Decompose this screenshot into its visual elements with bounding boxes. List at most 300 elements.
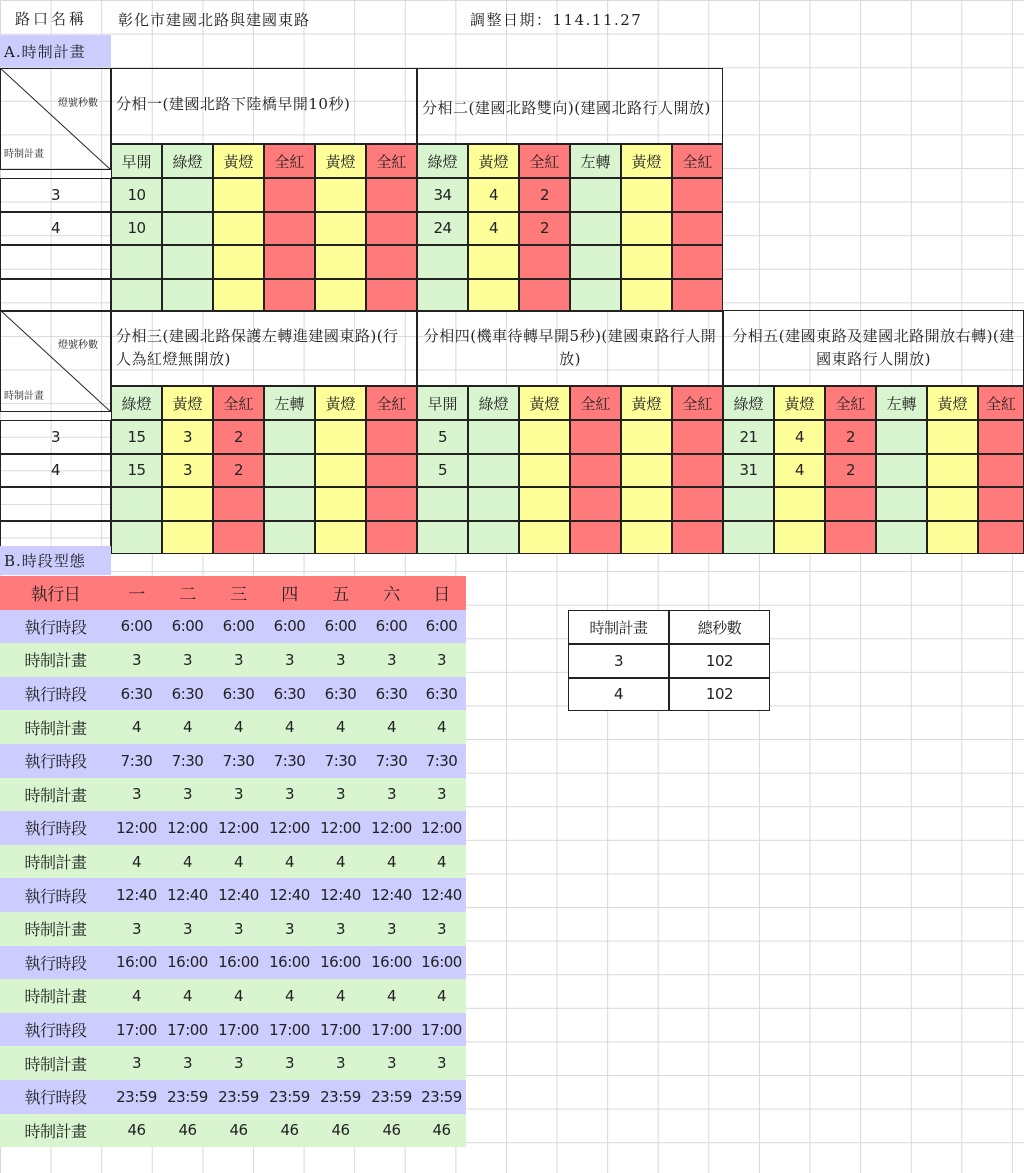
timing-value [723, 487, 774, 521]
timing-value [876, 521, 927, 555]
phase-col-header: 綠燈 [162, 144, 213, 178]
plan-number: 4 [0, 454, 111, 488]
timing-value [672, 454, 723, 488]
timing-value [264, 454, 315, 488]
schedule-value: 4 [417, 845, 466, 879]
schedule-value: 4 [213, 979, 264, 1013]
timing-value: 31 [723, 454, 774, 488]
timing-value: 21 [723, 420, 774, 454]
plan-number [0, 245, 111, 279]
timing-value: 2 [519, 212, 570, 246]
timing-value [570, 454, 621, 488]
plan-number [0, 487, 111, 521]
timing-value [621, 279, 672, 313]
schedule-value: 3 [213, 778, 264, 812]
schedule-value: 4 [366, 710, 417, 744]
schedule-value: 6:30 [111, 677, 162, 711]
schedule-value: 16:00 [417, 946, 466, 980]
schedule-value: 6:30 [162, 677, 213, 711]
summary-header: 時制計畫 [568, 610, 669, 644]
timing-value [927, 487, 978, 521]
schedule-value: 7:30 [366, 744, 417, 778]
timing-value [213, 487, 264, 521]
schedule-value: 6:00 [162, 610, 213, 644]
schedule-value: 16:00 [315, 946, 366, 980]
timing-value [570, 178, 621, 212]
phase-col-header: 黃燈 [213, 144, 264, 178]
schedule-value: 6:30 [264, 677, 315, 711]
schedule-value: 6:30 [315, 677, 366, 711]
phase-col-header: 左轉 [570, 144, 621, 178]
timing-value [162, 279, 213, 313]
timing-value: 4 [468, 212, 519, 246]
timing-value: 15 [111, 454, 162, 488]
schedule-row-label: 時制計畫 [0, 643, 111, 677]
schedule-value: 3 [162, 912, 213, 946]
timing-value [417, 279, 468, 313]
timing-value: 5 [417, 454, 468, 488]
phase-col-header: 全紅 [264, 144, 315, 178]
weekday-header: 一 [111, 576, 162, 610]
timing-value [978, 487, 1024, 521]
timing-value [366, 245, 417, 279]
schedule-value: 17:00 [213, 1013, 264, 1047]
timing-value: 2 [213, 420, 264, 454]
schedule-row-label: 時制計畫 [0, 710, 111, 744]
schedule-value: 3 [315, 778, 366, 812]
weekday-header: 三 [213, 576, 264, 610]
timing-value [570, 279, 621, 313]
schedule-value: 4 [264, 979, 315, 1013]
timing-value: 4 [468, 178, 519, 212]
timing-value [978, 454, 1024, 488]
timing-value [672, 420, 723, 454]
schedule-value: 12:00 [315, 811, 366, 845]
schedule-value: 3 [366, 643, 417, 677]
timing-value [621, 212, 672, 246]
timing-value [213, 521, 264, 555]
timing-value [315, 212, 366, 246]
schedule-value: 3 [162, 643, 213, 677]
timing-value [621, 487, 672, 521]
schedule-value: 4 [315, 845, 366, 879]
schedule-value: 3 [417, 912, 466, 946]
timing-value [519, 245, 570, 279]
schedule-value: 3 [417, 643, 466, 677]
schedule-row-label: 執行時段 [0, 946, 111, 980]
schedule-value: 3 [315, 643, 366, 677]
phase-col-header: 黃燈 [621, 386, 672, 420]
schedule-value: 3 [111, 912, 162, 946]
schedule-value: 7:30 [264, 744, 315, 778]
schedule-value: 46 [315, 1114, 366, 1148]
schedule-value: 12:40 [264, 878, 315, 912]
timing-value [162, 212, 213, 246]
phase-title-p1: 分相一(建國北路下陸橋早開10秒) [111, 68, 417, 144]
schedule-value: 6:00 [264, 610, 315, 644]
phase-col-header: 黃燈 [927, 386, 978, 420]
weekday-header: 日 [417, 576, 466, 610]
corner-top-label: 燈號秒數 [58, 340, 98, 351]
phase-col-header: 全紅 [825, 386, 876, 420]
schedule-value: 12:00 [111, 811, 162, 845]
schedule-value: 23:59 [213, 1080, 264, 1114]
schedule-value: 6:00 [213, 610, 264, 644]
schedule-value: 7:30 [213, 744, 264, 778]
schedule-value: 12:00 [162, 811, 213, 845]
timing-value [366, 487, 417, 521]
phase-col-header: 全紅 [672, 144, 723, 178]
timing-value: 4 [774, 420, 825, 454]
schedule-value: 6:30 [213, 677, 264, 711]
phase-col-header: 左轉 [264, 386, 315, 420]
timing-value: 2 [213, 454, 264, 488]
weekday-header: 四 [264, 576, 315, 610]
schedule-value: 23:59 [264, 1080, 315, 1114]
timing-value [621, 178, 672, 212]
timing-value [417, 521, 468, 555]
timing-value [315, 420, 366, 454]
timing-value [162, 521, 213, 555]
timing-value: 10 [111, 178, 162, 212]
schedule-value: 16:00 [366, 946, 417, 980]
plan-number: 3 [0, 420, 111, 454]
schedule-value: 23:59 [417, 1080, 466, 1114]
schedule-value: 4 [417, 979, 466, 1013]
schedule-row-label: 時制計畫 [0, 979, 111, 1013]
timing-value [927, 420, 978, 454]
schedule-value: 3 [315, 1046, 366, 1080]
timing-value [672, 245, 723, 279]
corner-top-label: 燈號秒數 [58, 98, 98, 109]
schedule-value: 12:40 [366, 878, 417, 912]
phase-title-p3: 分相三(建國北路保護左轉進建國東路)(行人為紅燈無開放) [111, 310, 417, 386]
schedule-row-label: 時制計畫 [0, 778, 111, 812]
schedule-row-label: 執行時段 [0, 811, 111, 845]
schedule-value: 46 [213, 1114, 264, 1148]
phase-col-header: 全紅 [978, 386, 1024, 420]
timing-value [162, 178, 213, 212]
timing-value [876, 420, 927, 454]
schedule-row-label: 時制計畫 [0, 1114, 111, 1148]
schedule-value: 4 [162, 710, 213, 744]
timing-value [876, 487, 927, 521]
schedule-value: 3 [213, 643, 264, 677]
timing-value [213, 245, 264, 279]
schedule-value: 12:40 [162, 878, 213, 912]
schedule-value: 17:00 [111, 1013, 162, 1047]
schedule-value: 6:00 [417, 610, 466, 644]
summary-value: 3 [568, 644, 669, 678]
phase-col-header: 左轉 [876, 386, 927, 420]
phase-col-header: 黃燈 [774, 386, 825, 420]
schedule-value: 4 [111, 979, 162, 1013]
timing-value [366, 420, 417, 454]
adjust-date: 調整日期：114.11.27 [470, 11, 643, 29]
schedule-value: 7:30 [315, 744, 366, 778]
intersection-name-label: 路口名稱 [14, 9, 87, 28]
plan-number [0, 279, 111, 313]
timing-value [366, 178, 417, 212]
timing-value: 2 [825, 420, 876, 454]
phase-col-header: 全紅 [213, 386, 264, 420]
schedule-row-label: 執行時段 [0, 744, 111, 778]
timing-value [570, 487, 621, 521]
timing-value [366, 521, 417, 555]
timing-value [315, 454, 366, 488]
timing-value [570, 521, 621, 555]
schedule-value: 23:59 [162, 1080, 213, 1114]
timing-value [876, 454, 927, 488]
timing-value [519, 420, 570, 454]
summary-value: 102 [669, 678, 770, 712]
schedule-value: 3 [366, 778, 417, 812]
schedule-value: 46 [366, 1114, 417, 1148]
schedule-value: 12:40 [213, 878, 264, 912]
schedule-value: 16:00 [264, 946, 315, 980]
plan-number: 3 [0, 178, 111, 212]
schedule-value: 7:30 [162, 744, 213, 778]
schedule-row-label: 時制計畫 [0, 845, 111, 879]
phase-title-p4: 分相四(機車待轉早開5秒)(建國東路行人開放) [417, 310, 723, 386]
weekday-header: 六 [366, 576, 417, 610]
schedule-row-label: 執行時段 [0, 610, 111, 644]
timing-value [774, 521, 825, 555]
phase-col-header: 全紅 [519, 144, 570, 178]
schedule-value: 46 [162, 1114, 213, 1148]
timing-value: 24 [417, 212, 468, 246]
summary-header: 總秒數 [669, 610, 770, 644]
phase-col-header: 全紅 [366, 386, 417, 420]
schedule-value: 23:59 [366, 1080, 417, 1114]
schedule-value: 17:00 [417, 1013, 466, 1047]
timing-value [366, 279, 417, 313]
schedule-value: 7:30 [417, 744, 466, 778]
timing-value [213, 279, 264, 313]
timing-value [264, 420, 315, 454]
timing-value [468, 245, 519, 279]
timing-value: 10 [111, 212, 162, 246]
schedule-row-label: 時制計畫 [0, 912, 111, 946]
timing-value [621, 521, 672, 555]
timing-value: 2 [825, 454, 876, 488]
schedule-value: 4 [315, 710, 366, 744]
schedule-header-label: 執行日 [0, 576, 111, 610]
timing-value [264, 521, 315, 555]
phase-col-header: 黃燈 [621, 144, 672, 178]
timing-value [519, 521, 570, 555]
schedule-value: 23:59 [111, 1080, 162, 1114]
timing-value: 3 [162, 420, 213, 454]
timing-value [672, 212, 723, 246]
timing-value [315, 279, 366, 313]
schedule-row-label: 執行時段 [0, 677, 111, 711]
schedule-value: 23:59 [315, 1080, 366, 1114]
summary-value: 102 [669, 644, 770, 678]
schedule-value: 46 [264, 1114, 315, 1148]
timing-value [366, 454, 417, 488]
schedule-value: 6:30 [417, 677, 466, 711]
schedule-value: 3 [264, 778, 315, 812]
timing-value [468, 487, 519, 521]
schedule-row-label: 時制計畫 [0, 1046, 111, 1080]
schedule-value: 4 [366, 845, 417, 879]
timing-value [570, 212, 621, 246]
section-a-title: A.時制計畫 [0, 35, 111, 67]
timing-value [468, 521, 519, 555]
timing-value [672, 487, 723, 521]
schedule-value: 46 [111, 1114, 162, 1148]
timing-value [519, 454, 570, 488]
schedule-value: 6:00 [111, 610, 162, 644]
schedule-value: 4 [366, 979, 417, 1013]
timing-value [213, 178, 264, 212]
schedule-value: 4 [162, 845, 213, 879]
timing-value: 3 [162, 454, 213, 488]
schedule-row-label: 執行時段 [0, 878, 111, 912]
weekday-header: 五 [315, 576, 366, 610]
corner-bottom-label: 時制計畫 [4, 149, 44, 160]
schedule-value: 12:00 [366, 811, 417, 845]
schedule-value: 4 [111, 710, 162, 744]
timing-value [570, 420, 621, 454]
schedule-value: 6:00 [366, 610, 417, 644]
schedule-value: 3 [366, 1046, 417, 1080]
timing-value [468, 420, 519, 454]
summary-value: 4 [568, 678, 669, 712]
phase-title-p2: 分相二(建國北路雙向)(建國北路行人開放) [417, 68, 723, 144]
schedule-value: 16:00 [162, 946, 213, 980]
schedule-value: 16:00 [111, 946, 162, 980]
timing-value [927, 454, 978, 488]
schedule-value: 17:00 [366, 1013, 417, 1047]
phase-col-header: 黃燈 [519, 386, 570, 420]
schedule-value: 4 [162, 979, 213, 1013]
schedule-value: 3 [111, 1046, 162, 1080]
schedule-value: 4 [315, 979, 366, 1013]
schedule-value: 12:00 [264, 811, 315, 845]
phase-col-header: 早開 [417, 386, 468, 420]
schedule-value: 3 [213, 1046, 264, 1080]
schedule-row-label: 執行時段 [0, 1013, 111, 1047]
timing-value [519, 279, 570, 313]
schedule-value: 16:00 [213, 946, 264, 980]
schedule-value: 4 [264, 710, 315, 744]
phase-col-header: 綠燈 [468, 386, 519, 420]
timing-value [621, 245, 672, 279]
schedule-value: 12:40 [315, 878, 366, 912]
schedule-value: 6:00 [315, 610, 366, 644]
timing-value [111, 521, 162, 555]
timing-value [162, 487, 213, 521]
timing-value [315, 178, 366, 212]
timing-value [111, 279, 162, 313]
schedule-value: 3 [315, 912, 366, 946]
phase-col-header: 綠燈 [723, 386, 774, 420]
schedule-value: 12:40 [417, 878, 466, 912]
timing-value [672, 178, 723, 212]
phase-col-header: 全紅 [672, 386, 723, 420]
schedule-value: 12:00 [213, 811, 264, 845]
phase-col-header: 黃燈 [315, 386, 366, 420]
schedule-value: 3 [264, 912, 315, 946]
schedule-value: 12:40 [111, 878, 162, 912]
schedule-value: 3 [213, 912, 264, 946]
timing-value: 2 [519, 178, 570, 212]
schedule-value: 3 [417, 1046, 466, 1080]
schedule-value: 3 [417, 778, 466, 812]
timing-value [264, 245, 315, 279]
schedule-value: 3 [162, 1046, 213, 1080]
timing-value [264, 178, 315, 212]
timing-value [774, 487, 825, 521]
schedule-value: 7:30 [111, 744, 162, 778]
schedule-value: 46 [417, 1114, 466, 1148]
timing-value [111, 487, 162, 521]
timing-value [417, 245, 468, 279]
timing-value [723, 521, 774, 555]
phase-col-header: 早開 [111, 144, 162, 178]
timing-value [927, 521, 978, 555]
phase-col-header: 全紅 [570, 386, 621, 420]
timing-value [621, 454, 672, 488]
timing-value [213, 212, 264, 246]
timing-value [570, 245, 621, 279]
plan-number: 4 [0, 212, 111, 246]
schedule-value: 3 [111, 643, 162, 677]
timing-value [672, 279, 723, 313]
schedule-value: 17:00 [264, 1013, 315, 1047]
timing-value [315, 487, 366, 521]
schedule-value: 12:00 [417, 811, 466, 845]
schedule-value: 4 [264, 845, 315, 879]
timing-value: 5 [417, 420, 468, 454]
schedule-value: 3 [162, 778, 213, 812]
phase-col-header: 黃燈 [162, 386, 213, 420]
phase-col-header: 黃燈 [468, 144, 519, 178]
timing-value [978, 521, 1024, 555]
timing-value [519, 487, 570, 521]
schedule-value: 3 [264, 1046, 315, 1080]
timing-value [366, 212, 417, 246]
timing-value [264, 212, 315, 246]
phase-col-header: 全紅 [366, 144, 417, 178]
schedule-value: 17:00 [162, 1013, 213, 1047]
schedule-value: 17:00 [315, 1013, 366, 1047]
phase-col-header: 綠燈 [417, 144, 468, 178]
schedule-value: 3 [264, 643, 315, 677]
phase-title-p5: 分相五(建國東路及建國北路開放右轉)(建國東路行人開放) [723, 310, 1024, 386]
schedule-value: 4 [111, 845, 162, 879]
section-b-title: B.時段型態 [0, 546, 111, 575]
timing-value [468, 279, 519, 313]
timing-value [315, 245, 366, 279]
weekday-header: 二 [162, 576, 213, 610]
timing-value [111, 245, 162, 279]
schedule-value: 4 [213, 710, 264, 744]
corner-bottom-label: 時制計畫 [4, 391, 44, 402]
timing-value [621, 420, 672, 454]
timing-value [264, 487, 315, 521]
schedule-value: 4 [417, 710, 466, 744]
timing-value [417, 487, 468, 521]
schedule-value: 3 [366, 912, 417, 946]
schedule-row-label: 執行時段 [0, 1080, 111, 1114]
timing-value: 4 [774, 454, 825, 488]
timing-value [825, 521, 876, 555]
timing-value: 34 [417, 178, 468, 212]
timing-value [468, 454, 519, 488]
